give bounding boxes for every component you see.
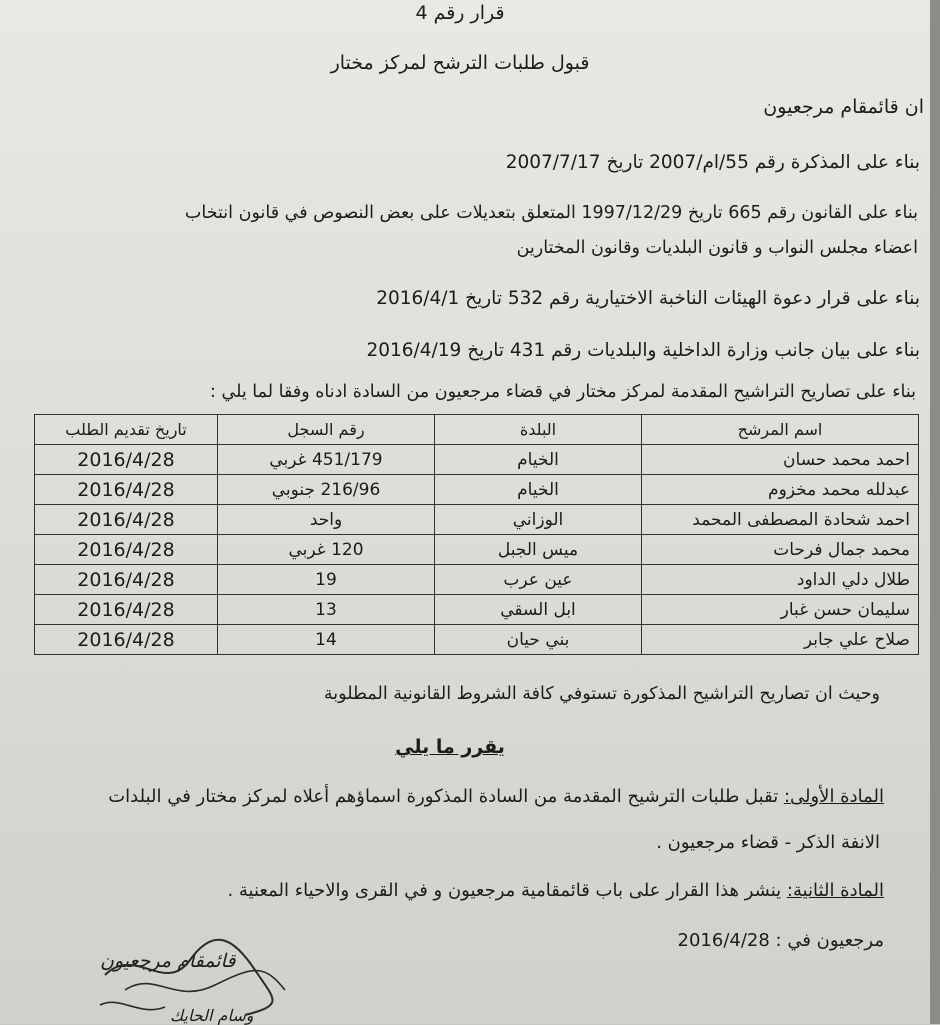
table-row [35, 445, 919, 475]
cell-application-date: 2016/4/28 [35, 505, 218, 535]
article-1-text: تقبل طلبات الترشيح المقدمة من السادة المذكورة اسماؤهم أعلاه لمركز مختار في البلدات [108, 786, 784, 807]
cell-application-date: 2016/4/28 [35, 595, 218, 625]
article-1-line [108, 786, 884, 807]
decision-subject: قبول طلبات الترشح لمركز مختار [330, 52, 590, 74]
table-row [35, 625, 919, 655]
table-row [35, 595, 919, 625]
preamble-line-4: بناء على قرار دعوة الهيئات الناخبة الاختيارية رقم 532 تاريخ 2016/4/1 [376, 288, 920, 309]
decision-number: قرار رقم 4 [415, 2, 505, 24]
preamble-line-5: بناء على بيان جانب وزارة الداخلية والبلديات رقم 431 تاريخ 2016/4/19 [366, 340, 920, 361]
article-2-line [227, 880, 884, 901]
cell-registry-number: 13 [218, 595, 435, 625]
candidates-table [34, 414, 919, 655]
table-row [35, 535, 919, 565]
signature-title: قائمقام مرجعيون [100, 950, 236, 972]
article-1-continuation: الانفة الذكر - قضاء مرجعيون . [656, 832, 880, 853]
preamble-line-6: بناء على تصاريح التراشيح المقدمة لمركز مختار في قضاء مرجعيون من السادة ادناه وفقا لما يلي : [210, 382, 916, 402]
issuer-line: ان قائمقام مرجعيون [763, 96, 924, 118]
cell-registry-number: واحد [218, 505, 435, 535]
cell-town: الوزاني [435, 505, 642, 535]
cell-town: الخيام [435, 475, 642, 505]
signature-name: وسام الحايك [170, 1006, 254, 1025]
preamble-line-1: بناء على المذكرة رقم 55/ام/2007 تاريخ 2007/7/17 [505, 152, 920, 173]
cell-candidate-name: صلاح علي جابر [642, 625, 919, 655]
cell-application-date: 2016/4/28 [35, 535, 218, 565]
cell-candidate-name: احمد محمد حسان [642, 445, 919, 475]
cell-application-date: 2016/4/28 [35, 475, 218, 505]
table-row [35, 565, 919, 595]
cell-candidate-name: محمد جمال فرحات [642, 535, 919, 565]
whereas-line: وحيث ان تصاريح التراشيح المذكورة تستوفي كافة الشروط القانونية المطلوبة [323, 684, 880, 704]
cell-town: عين عرب [435, 565, 642, 595]
cell-candidate-name: سليمان حسن غبار [642, 595, 919, 625]
cell-town: الخيام [435, 445, 642, 475]
place-and-date: مرجعيون في : 2016/4/28 [677, 930, 884, 951]
article-2-text: ينشر هذا القرار على باب قائمقامية مرجعيون و في القرى والاحياء المعنية . [227, 880, 787, 901]
cell-candidate-name: طلال دلي الداود [642, 565, 919, 595]
cell-registry-number: 19 [218, 565, 435, 595]
cell-registry-number: 451/179 غربي [218, 445, 435, 475]
table-header-row [35, 415, 919, 445]
cell-town: ابل السقي [435, 595, 642, 625]
handwritten-signature [95, 935, 295, 1025]
preamble-line-2: بناء على القانون رقم 665 تاريخ 1997/12/29 المتعلق بتعديلات على بعض النصوص في قانون انتخاب [184, 203, 918, 223]
header-registry-number: رقم السجل [218, 415, 435, 445]
cell-application-date: 2016/4/28 [35, 565, 218, 595]
cell-town: بني حيان [435, 625, 642, 655]
cell-candidate-name: احمد شحادة المصطفى المحمد [642, 505, 919, 535]
page-edge [930, 0, 940, 1024]
cell-application-date: 2016/4/28 [35, 625, 218, 655]
preamble-line-3: اعضاء مجلس النواب و قانون البلديات وقانون المختارين [516, 238, 918, 258]
decides-heading: يقرر ما يلي [395, 736, 505, 758]
article-2-label: المادة الثانية: [786, 880, 884, 901]
cell-town: ميس الجبل [435, 535, 642, 565]
cell-registry-number: 14 [218, 625, 435, 655]
cell-application-date: 2016/4/28 [35, 445, 218, 475]
cell-registry-number: 216/96 جنوبي [218, 475, 435, 505]
header-candidate-name: اسم المرشح [642, 415, 919, 445]
header-town: البلدة [435, 415, 642, 445]
header-application-date: تاريخ تقديم الطلب [35, 415, 218, 445]
table-row [35, 475, 919, 505]
article-1-label: المادة الأولى: [783, 786, 884, 807]
cell-candidate-name: عبدلله محمد مخزوم [642, 475, 919, 505]
table-row [35, 505, 919, 535]
cell-registry-number: 120 غربي [218, 535, 435, 565]
